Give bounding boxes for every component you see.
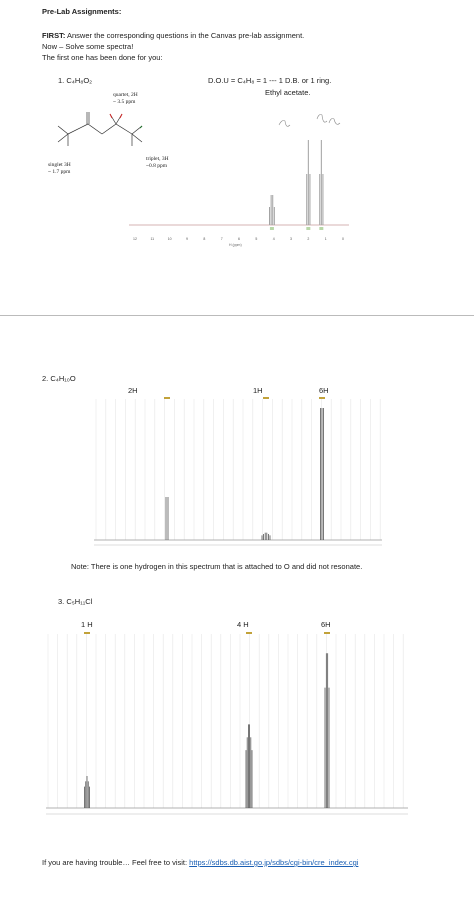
footer-text: If you are having trouble… Feel free to visit: [42, 858, 190, 867]
problem-3-peak-label-2: 4 H [237, 620, 249, 629]
spectrum-1-tick-label: 2 [307, 237, 310, 241]
singlet-annotation-1: singlet 3H [48, 162, 71, 168]
spectrum-2-integral-marker [263, 397, 269, 399]
problem-1-formula: 1. C₄H₈O₂ [58, 76, 93, 85]
spectrum-1-axis-label: H (ppm) [229, 243, 242, 247]
spectrum-3 [44, 630, 412, 840]
problem-1-dou: D.O.U = C₄H₈ = 1 --- 1 D.B. or 1 ring. [208, 76, 332, 85]
problem-2-formula: 2. C₄H₁₀O [42, 374, 76, 383]
spectrum-3-integral-marker [324, 632, 330, 634]
sdbs-link[interactable]: https://sdbs.db.aist.go.jp/sdbs/cgi-bin/cre_index.cgi [189, 858, 359, 867]
problem-2-peak-label-1: 2H [128, 386, 138, 395]
spectrum-1-tick-label: 3 [290, 237, 292, 241]
problem-3-formula: 3. C₅H₁₁Cl [58, 597, 93, 606]
spectrum-2-integral-marker [164, 397, 170, 399]
first-label: FIRST: [42, 31, 66, 40]
spectrum-1-tick-label: 12 [133, 237, 137, 241]
footer-help [42, 858, 358, 867]
spectrum-2-integral-marker [319, 397, 325, 399]
quartet-annotation-1: quartet, 2H [113, 92, 138, 98]
singlet-annotation-2: ~ 1.7 ppm [48, 169, 71, 175]
problem-2-peak-label-3: 6H [319, 386, 329, 395]
intro-line-2: Now – Solve some spectra! [42, 42, 134, 51]
spectrum-1-tick-label: 1 [324, 237, 327, 241]
problem-3-peak-label-3: 6H [321, 620, 331, 629]
spectrum-1-tick-label: 8 [203, 237, 206, 241]
spectrum-1-tick-label: 9 [186, 237, 188, 241]
quartet-annotation-2: ~ 3.5 ppm [113, 99, 136, 105]
spectrum-1 [125, 108, 353, 253]
problem-2-peak-label-2: 1H [253, 386, 263, 395]
intro-first-line [42, 31, 304, 40]
section-divider [0, 315, 474, 316]
triplet-annotation-2: ~0.8 ppm [146, 163, 168, 169]
problem-2-note: Note: There is one hydrogen in this spectrum that is attached to O and did not resonate. [71, 562, 363, 571]
spectrum-3-integral-marker [84, 632, 90, 634]
spectrum-2 [90, 395, 386, 560]
page-title: Pre-Lab Assignments: [42, 7, 122, 16]
problem-1-answer: Ethyl acetate. [265, 88, 311, 97]
first-instruction: Answer the corresponding questions in the Canvas pre-lab assignment. [65, 31, 305, 40]
triplet-annotation-1: triplet, 3H [146, 156, 169, 162]
spectrum-1-tick-label: 4 [272, 237, 275, 241]
spectrum-1-integral-marker [306, 227, 310, 230]
spectrum-1-tick-label: 7 [220, 237, 223, 241]
problem-3-peak-label-1: 1 H [81, 620, 93, 629]
spectrum-1-tick-label: 11 [150, 237, 155, 241]
spectrum-1-tick-label: 0 [342, 237, 344, 241]
spectrum-1-tick-label: 5 [255, 237, 258, 241]
intro-line-3: The first one has been done for you: [42, 53, 163, 62]
spectrum-3-integral-marker [246, 632, 252, 634]
spectrum-1-tick-label: 6 [238, 237, 240, 241]
spectrum-1-integral-marker [270, 227, 274, 230]
spectrum-1-integral-marker [319, 227, 323, 230]
spectrum-1-tick-label: 10 [167, 237, 172, 241]
